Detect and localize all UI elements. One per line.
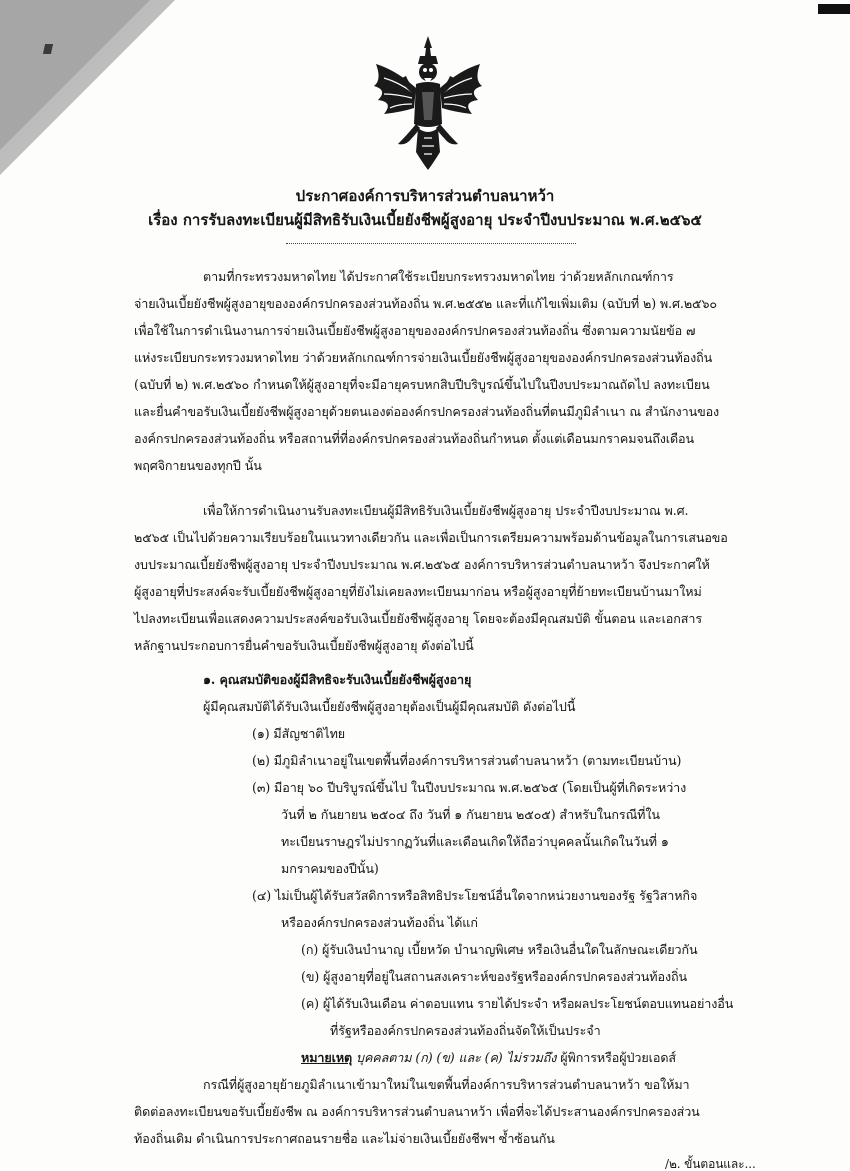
paragraph-line: จ่ายเงินเบี้ยยังชีพผู้สูงอายุขององค์กรปกครองส่วนท้องถิ่น พ.ศ.๒๕๕๒ และที่แก้ไขเพิ่มเติม (ฉบับที่ ๒) พ.ศ.๒๕๖๐ (134, 296, 717, 311)
paragraph-line: ผู้สูงอายุที่ประสงค์จะรับเบี้ยยังชีพผู้สูงอายุที่ยังไม่เคยลงทะเบียนมาก่อน หรือผู้สูงอายุที่ย้ายทะเบียนบ้านมาใหม่ (134, 584, 702, 599)
paragraph-line: และยื่นคำขอรับเงินเบี้ยยังชีพผู้สูงอายุด้วยตนเองต่อองค์กรปกครองส่วนท้องถิ่นที่ตนมีภูมิลำเนา ณ สำนักงานของ (134, 404, 720, 419)
exclusion-item: (ค) ผู้ได้รับเงินเดือน ค่าตอบแทน รายได้ประจำ หรือผลประโยชน์ตอบแทนอย่างอื่น (301, 996, 734, 1011)
paragraph-line: แห่งระเบียบกระทรวงมหาดไทย ว่าด้วยหลักเกณฑ์การจ่ายเงินเบี้ยยังชีพผู้สูงอายุขององค์กรปกครองส่วนท้องถิ่น (134, 350, 713, 365)
qualification-item-cont: ทะเบียนราษฎรไม่ปรากฏวันที่และเดือนเกิดให้ถือว่าบุคคลนั้นเกิดในวันที่ ๑ (281, 834, 669, 849)
exclusion-item-cont: ที่รัฐหรือองค์กรปกครองส่วนท้องถิ่นจัดให้เป็นประจำ (330, 1023, 601, 1038)
dotted-divider (286, 243, 576, 244)
note-tail: ผู้พิการหรือผู้ป่วยเอดส์ (556, 1050, 676, 1065)
qualification-item-cont: มกราคมของปีนั้น) (281, 861, 379, 876)
paragraph-line: ตามที่กระทรวงมหาดไทย ได้ประกาศใช้ระเบียบกระทรวงมหาดไทย ว่าด้วยหลักเกณฑ์การ (203, 269, 674, 284)
paragraph-line: องค์กรปกครองส่วนท้องถิ่น หรือสถานที่ที่องค์กรปกครองส่วนท้องถิ่นกำหนด ตั้งแต่เดือนมกราคมจนถึงเดือน (134, 431, 695, 446)
paragraph-line: งบประมาณเบี้ยยังชีพผู้สูงอายุ ประจำปีงบประมาณ พ.ศ.๒๕๖๕ องค์การบริหารส่วนตำบลนาหว้า จึงประกาศให้ (134, 557, 710, 572)
note-line (301, 1052, 676, 1065)
exclusion-item: (ข) ผู้สูงอายุที่อยู่ในสถานสงเคราะห์ของรัฐหรือองค์กรปกครองส่วนท้องถิ่น (301, 969, 688, 984)
note-label: หมายเหตุ (301, 1050, 353, 1065)
continued-marker: /๒. ขั้นตอนและ... (665, 1157, 756, 1171)
qualification-item: (๓) มีอายุ ๖๐ ปีบริบูรณ์ขึ้นไป ในปีงบประมาณ พ.ศ.๒๕๖๕ (โดยเป็นผู้ที่เกิดระหว่าง (252, 780, 687, 795)
paragraph-line: ไปลงทะเบียนเพื่อแสดงความประสงค์ขอรับเงินเบี้ยยังชีพผู้สูงอายุ โดยจะต้องมีคุณสมบัติ ขั้นตอน และเอกสาร (134, 611, 703, 626)
page-corner-shadow (0, 0, 150, 150)
paragraph-line: (ฉบับที่ ๒) พ.ศ.๒๕๖๐ กำหนดให้ผู้สูงอายุที่จะมีอายุครบหกสิบปีบริบูรณ์ขึ้นไปในปีงบประมาณถัดไป ลงทะเบียน (134, 377, 710, 392)
paragraph-line: ท้องถิ่นเดิม ดำเนินการประกาศถอนรายชื่อ และไม่จ่ายเงินเบี้ยยังชีพฯ ซ้ำซ้อนกัน (134, 1131, 555, 1146)
paragraph-line: ๒๕๖๕ เป็นไปด้วยความเรียบร้อยในแนวทางเดียวกัน และเพื่อเป็นการเตรียมความพร้อมด้านข้อมูลในการเสนอขอ (134, 530, 728, 545)
scan-edge-mark (818, 4, 850, 14)
qualification-item-cont: หรือองค์กรปกครองส่วนท้องถิ่น ได้แก่ (281, 915, 478, 930)
paragraph-line: เพื่อใช้ในการดำเนินงานการจ่ายเงินเบี้ยยังชีพผู้สูงอายุขององค์กรปกครองส่วนท้องถิ่น ซึ่งตามความนัยข้อ ๗ (134, 323, 696, 338)
section-intro: ผู้มีคุณสมบัติได้รับเงินเบี้ยยังชีพผู้สูงอายุต้องเป็นผู้มีคุณสมบัติ ดังต่อไปนี้ (203, 699, 576, 714)
qualification-item: (๔) ไม่เป็นผู้ได้รับสวัสดิการหรือสิทธิประโยชน์อื่นใดจากหน่วยงานของรัฐ รัฐวิสาหกิจ (252, 888, 698, 903)
paragraph-line: ติดต่อลงทะเบียนขอรับเบี้ยยังชีพ ณ องค์การบริหารส่วนตำบลนาหว้า เพื่อที่จะได้ประสานองค์กรปกครองส่วน (134, 1104, 700, 1119)
announcement-title: ประกาศองค์การบริหารส่วนตำบลนาหว้า (295, 187, 555, 205)
exclusion-item: (ก) ผู้รับเงินบำนาญ เบี้ยหวัด บำนาญพิเศษ หรือเงินอื่นใดในลักษณะเดียวกัน (301, 942, 698, 957)
announcement-subject: เรื่อง การรับลงทะเบียนผู้มีสิทธิรับเงินเบี้ยยังชีพผู้สูงอายุ ประจำปีงบประมาณ พ.ศ.๒๕๖๕ (148, 211, 702, 229)
qualification-item: (๑) มีสัญชาติไทย (252, 726, 346, 741)
paragraph-line: เพื่อให้การดำเนินงานรับลงทะเบียนผู้มีสิทธิรับเงินเบี้ยยังชีพผู้สูงอายุ ประจำปีงบประมาณ พ.ศ. (203, 503, 689, 518)
paragraph-line: กรณีที่ผู้สูงอายุย้ายภูมิลำเนาเข้ามาใหม่ในเขตพื้นที่องค์การบริหารส่วนตำบลนาหว้า ขอให้มา (203, 1077, 690, 1092)
garuda-emblem-icon (368, 34, 488, 172)
paragraph-line: พฤศจิกายนของทุกปี นั้น (134, 458, 262, 473)
qualification-item: (๒) มีภูมิลำเนาอยู่ในเขตพื้นที่องค์การบริหารส่วนตำบลนาหว้า (ตามทะเบียนบ้าน) (252, 753, 682, 768)
qualification-item-cont: วันที่ ๒ กันยายน ๒๕๐๔ ถึง วันที่ ๑ กันยายน ๒๕๐๕) สำหรับในกรณีที่ใน (281, 807, 660, 822)
paragraph-line: หลักฐานประกอบการยื่นคำขอรับเงินเบี้ยยังชีพผู้สูงอายุ ดังต่อไปนี้ (134, 638, 474, 653)
section-heading: ๑. คุณสมบัติของผู้มีสิทธิจะรับเงินเบี้ยยังชีพผู้สูงอายุ (203, 672, 472, 687)
note-text: บุคคลตาม (ก) (ข) และ (ค) ไม่รวมถึง (352, 1050, 557, 1065)
